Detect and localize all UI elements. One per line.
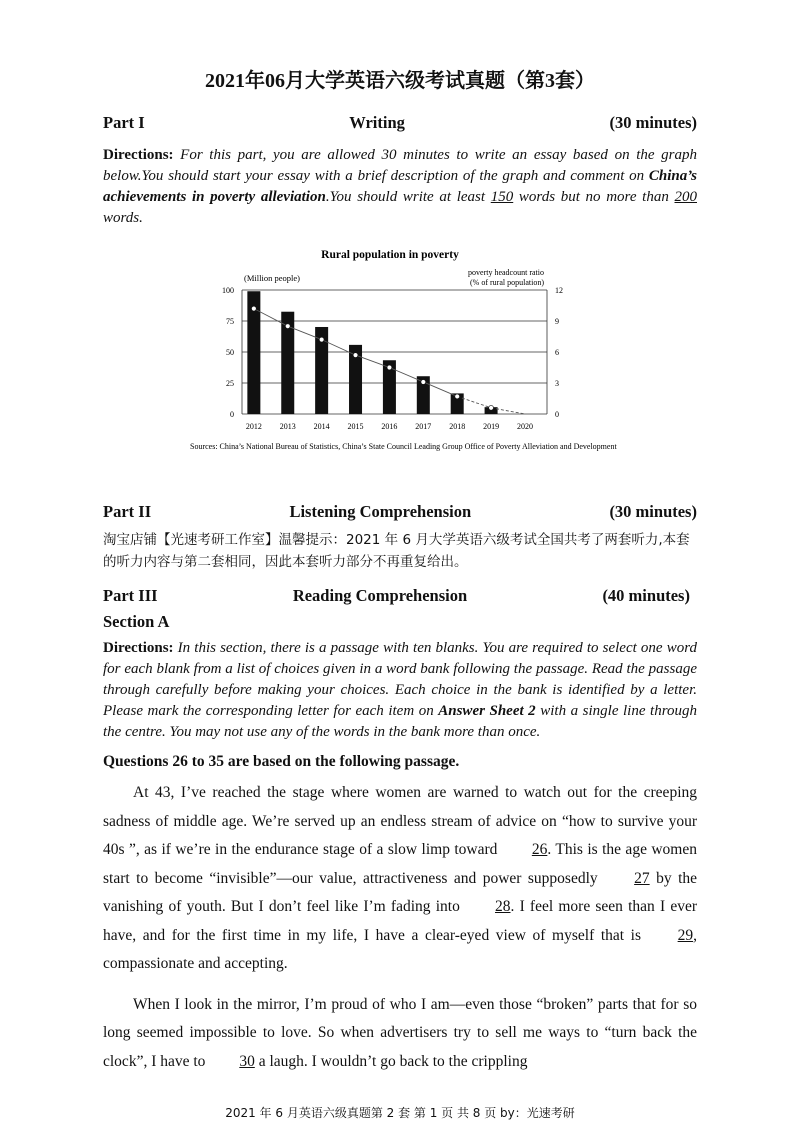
questions-heading-text: Questions 26 to 35 are based on the following passage. xyxy=(103,753,460,770)
reading-passage xyxy=(103,779,697,1088)
ratio-point-2012 xyxy=(251,306,256,311)
chart-source: Sources: China’s National Bureau of Statistics, China’s State Council Leading Group Office of Poverty Alleviation and Development xyxy=(190,442,617,451)
passage-text: by the vanishing of youth. But I don’t feel like I’m fading into xyxy=(103,869,697,915)
part-label: Part III xyxy=(103,586,158,605)
directions-text: .You should write at least xyxy=(325,189,491,205)
part2-header xyxy=(103,502,697,522)
paragraph-2 xyxy=(103,991,697,1077)
part-name: Writing xyxy=(349,113,405,132)
directions-bold: China’s achievements in poverty alleviation xyxy=(103,168,697,205)
directions-bold: Answer Sheet 2 xyxy=(438,703,536,719)
part-label: Part II xyxy=(103,502,152,521)
part1-directions xyxy=(103,145,697,229)
x-tick-label: 2014 xyxy=(313,422,330,431)
blank-26: 26 xyxy=(531,841,548,858)
x-tick-label: 2020 xyxy=(516,422,533,431)
y-right-tick-label: 6 xyxy=(555,348,559,357)
passage-text: . I feel more seen than I ever have, and for the first time in my life, I have a clear-eyed view of myself that is xyxy=(103,898,698,944)
directions-text: with a single line through the centre. You may not use any of the words in the bank more than once. xyxy=(103,703,697,740)
section-label: Section A xyxy=(103,612,170,631)
directions-text: In this section, there is a passage with ten blanks. You are required to select one word for each blank from a list of choices given in a word bank following the passage. Read the passage through carefully before making your choices. Each choice in the bank is identified by a letter. Please mark the corresponding letter for each item on xyxy=(103,640,697,719)
y-tick-label: 25 xyxy=(226,379,234,388)
part-time: (30 minutes) xyxy=(609,502,697,521)
part-time: (40 minutes) xyxy=(602,586,690,605)
directions-text: words but no more than xyxy=(513,189,675,205)
y-axis-label: (Million people) xyxy=(244,273,300,283)
y-tick-label: 75 xyxy=(226,317,234,326)
x-tick-label: 2015 xyxy=(347,422,364,431)
ratio-point-2017 xyxy=(421,380,426,385)
part1-header xyxy=(103,113,697,133)
y-right-tick-label: 9 xyxy=(555,317,559,326)
min-words: 150 xyxy=(490,189,514,205)
part3-header xyxy=(103,586,690,606)
page-title: 2021年06月大学英语六级考试真题（第3套） xyxy=(205,70,595,92)
part3-directions xyxy=(103,638,697,743)
directions-text: For this part, you are allowed 30 minutes to write an essay based on the graph below.You should start your essay with a brief description of the graph and comment on xyxy=(103,147,697,184)
ratio-point-2014 xyxy=(319,337,324,342)
blank-27: 27 xyxy=(634,869,650,887)
x-tick-label: 2017 xyxy=(415,422,432,431)
part-time: (30 minutes) xyxy=(609,113,697,132)
y-right-tick-label: 3 xyxy=(555,379,559,388)
listening-note: 淘宝店铺【光速考研工作室】温馨提示：2021 年 6 月大学英语六级考试全国共考了两套听力,本套的听力内容与第二套相同，因此本套听力部分不再重复给出。 xyxy=(103,532,690,570)
blank-29: 29 xyxy=(677,926,694,944)
passage-text: . This is the age women start to become “invisible”—our value, attractiveness and power supposedly xyxy=(103,841,697,887)
max-words: 200 xyxy=(674,189,697,205)
section-a-heading xyxy=(103,612,697,632)
y-tick-label: 0 xyxy=(230,410,234,419)
y-right-tick-label: 12 xyxy=(555,286,563,295)
part-name: Listening Comprehension xyxy=(289,502,472,521)
chart-title: Rural population in poverty xyxy=(321,249,459,261)
x-tick-label: 2013 xyxy=(279,422,296,431)
directions-text: words. xyxy=(103,210,143,226)
directions-label: Directions: xyxy=(103,147,174,163)
y-tick-label: 100 xyxy=(222,286,234,295)
page-footer: 2021 年 6 月英语六级真题第 2 套 第 1 页 共 8 页 by：光速考研 xyxy=(225,1106,575,1120)
y-tick-label: 50 xyxy=(226,348,234,357)
x-tick-label: 2018 xyxy=(449,422,466,431)
blank-30: 30 xyxy=(239,1052,255,1070)
directions-label: Directions: xyxy=(103,640,174,656)
x-tick-label: 2016 xyxy=(381,422,398,431)
poverty-chart xyxy=(190,240,617,460)
passage-text: At 43, I’ve reached the stage where women are warned to watch out for the creeping sadness of middle age. We’re served up an endless stream of advice on “how to survive your 40s ”, as if we’re in the endurance stage of a slow limp toward xyxy=(103,784,697,858)
part-label: Part I xyxy=(103,113,145,132)
ratio-point-2013 xyxy=(285,324,290,329)
ratio-point-2015 xyxy=(353,353,358,358)
ratio-point-2019 xyxy=(489,405,494,410)
y-right-tick-label: 0 xyxy=(555,410,559,419)
ratio-point-2018 xyxy=(455,394,460,399)
questions-heading xyxy=(103,753,697,771)
x-tick-label: 2019 xyxy=(483,422,500,431)
y-right-label-1: poverty headcount ratio xyxy=(468,268,544,277)
ratio-point-2016 xyxy=(387,365,392,370)
passage-text: , compassionate and accepting. xyxy=(103,926,697,972)
part-name: Reading Comprehension xyxy=(292,586,468,605)
passage-text: a laugh. I wouldn’t go back to the crippling xyxy=(254,1052,528,1070)
paragraph-1 xyxy=(103,779,697,979)
x-tick-label: 2012 xyxy=(245,422,262,431)
y-right-label-2: (% of rural population) xyxy=(470,278,544,287)
blank-28: 28 xyxy=(495,898,511,915)
passage-text: When I look in the mirror, I’m proud of who I am—even those “broken” parts that for so long seemed impossible to love. So when advertisers try to sell me ways to “turn back the clock”, I have to xyxy=(103,995,697,1070)
